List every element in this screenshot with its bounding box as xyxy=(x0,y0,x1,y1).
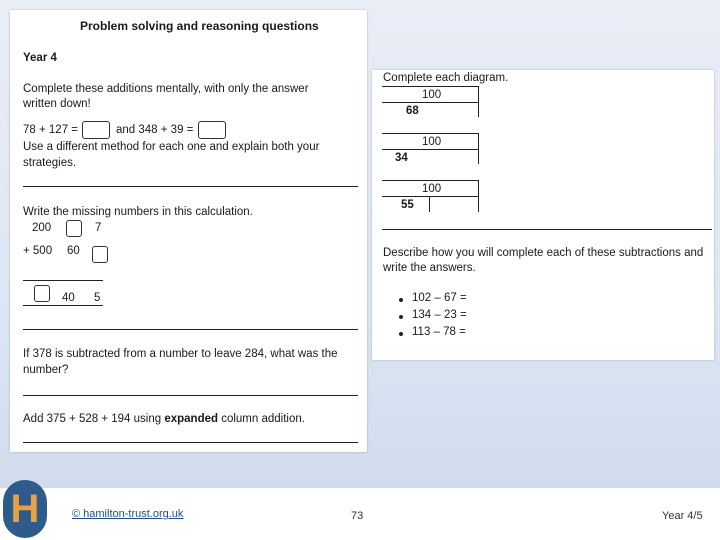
q1-expr1: 78 + 127 = xyxy=(23,124,78,136)
right-divider xyxy=(382,229,712,230)
bar-model-3-split xyxy=(429,196,430,212)
bar-model-3-whole: 100 xyxy=(422,183,442,195)
q2-r3a: 40 xyxy=(62,292,75,304)
calc-line-top xyxy=(23,280,103,281)
calc-line-bottom xyxy=(23,305,103,306)
bar-model-3-mid xyxy=(382,196,479,197)
q2-r2a: + 500 xyxy=(23,245,53,257)
bullet-dot-3 xyxy=(399,332,403,336)
q3-line2: number? xyxy=(23,364,69,376)
q3-line1: If 378 is subtracted from a number to leave 284, what was the xyxy=(23,348,338,360)
q2-text: Write the missing numbers in this calculation. xyxy=(23,206,253,218)
subtraction-3: 113 – 78 = xyxy=(412,326,466,338)
year-footer-label: Year 4/5 xyxy=(662,510,703,522)
year-label: Year 4 xyxy=(23,52,57,64)
bar-model-2-whole: 100 xyxy=(422,136,442,148)
page-number: 73 xyxy=(351,510,364,522)
q2-r3b: 5 xyxy=(94,292,101,304)
copyright-link[interactable]: © hamilton-trust.org.uk xyxy=(72,508,184,520)
bar-model-1-whole: 100 xyxy=(422,89,442,101)
describe-line2: write the answers. xyxy=(383,262,476,274)
describe-line1: Describe how you will complete each of these subtractions and xyxy=(383,247,704,259)
worksheet-title: Problem solving and reasoning questions xyxy=(80,19,319,33)
bar-model-2-top xyxy=(382,133,479,134)
worksheet-right-panel xyxy=(372,70,714,360)
bar-model-3-top xyxy=(382,180,479,181)
subtraction-1: 102 – 67 = xyxy=(412,292,467,304)
q1-line3: Use a different method for each one and explain both your xyxy=(23,141,320,153)
q1-line4: strategies. xyxy=(23,157,77,169)
q4-text: Add 375 + 528 + 194 using expanded column addition. xyxy=(23,413,305,425)
worksheet-left-panel xyxy=(10,10,367,452)
divider-1 xyxy=(23,186,358,187)
q2-r2b: 60 xyxy=(67,245,80,257)
missing-box-3[interactable] xyxy=(34,285,50,302)
missing-box-2[interactable] xyxy=(92,246,108,263)
q1-line2: written down! xyxy=(23,98,91,110)
bar-model-1-top xyxy=(382,86,479,87)
bar-model-1-part: 68 xyxy=(406,105,419,117)
subtraction-2: 134 – 23 = xyxy=(412,309,467,321)
divider-3 xyxy=(23,395,358,396)
q1-line1: Complete these additions mentally, with only the answer xyxy=(23,83,309,95)
bar-model-2-part: 34 xyxy=(395,152,408,164)
bar-model-1-mid xyxy=(382,102,479,103)
diagram-heading: Complete each diagram. xyxy=(383,72,509,84)
answer-box-2[interactable] xyxy=(198,121,226,139)
q1-expr2: and 348 + 39 = xyxy=(116,124,194,136)
bar-model-3-part: 55 xyxy=(401,199,414,211)
divider-2 xyxy=(23,329,358,330)
bullet-dot-1 xyxy=(399,298,403,302)
bar-model-2-mid xyxy=(382,149,479,150)
answer-box-1[interactable] xyxy=(82,121,110,139)
missing-box-1[interactable] xyxy=(66,220,82,237)
bullet-dot-2 xyxy=(399,315,403,319)
q2-r1a: 200 xyxy=(32,222,52,234)
divider-4 xyxy=(23,442,358,443)
q2-r1b: 7 xyxy=(95,222,102,234)
hamilton-logo-icon: H xyxy=(3,480,47,538)
